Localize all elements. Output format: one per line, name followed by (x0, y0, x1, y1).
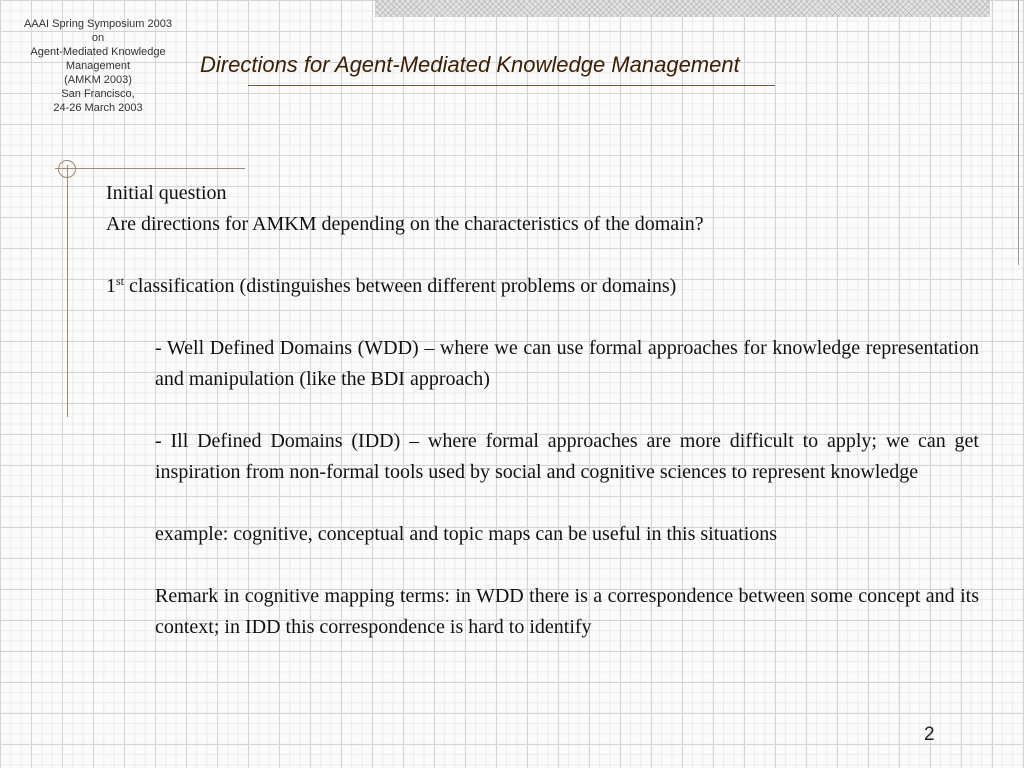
wdd-item: - Well Defined Domains (WDD) – where we can use formal approaches for knowledge representation and manipulation (like the BDI approach) (155, 337, 979, 390)
classification-text: classification (distinguishes between different problems or domains) (124, 275, 677, 297)
classification-line (106, 271, 979, 302)
symposium-line-6: San Francisco, (61, 88, 135, 100)
decorative-circle (58, 160, 76, 178)
initial-question-heading: Initial question (106, 182, 227, 204)
classification-number: 1 (106, 275, 116, 297)
symposium-line-4: Management (65, 60, 131, 72)
slide-body (106, 178, 979, 643)
example-item: example: cognitive, conceptual and topic maps can be useful in this situations (155, 523, 778, 545)
left-decorative-rule (55, 168, 245, 169)
page-number: 2 (924, 724, 935, 745)
symposium-line-3: Agent-Mediated Knowledge (30, 46, 166, 58)
symposium-line-2: on (91, 32, 105, 44)
slide-title: Directions for Agent-Mediated Knowledge Management (200, 52, 740, 77)
classification-suffix: st (116, 274, 125, 288)
title-underline (248, 85, 775, 86)
symposium-info (14, 17, 182, 115)
remark-item: Remark in cognitive mapping terms: in WDD there is a correspondence between some concept and its context; in IDD this correspondence is hard to identify (155, 585, 979, 638)
idd-item: - Ill Defined Domains (IDD) – where formal approaches are more difficult to apply; we can get inspiration from non-formal tools used by social and cognitive sciences to represent knowledge (155, 430, 979, 483)
symposium-line-1: AAAI Spring Symposium 2003 (24, 18, 172, 30)
symposium-line-5: (AMKM 2003) (64, 74, 132, 86)
symposium-line-7: 24-26 March 2003 (53, 102, 143, 114)
initial-question: Are directions for AMKM depending on the characteristics of the domain? (106, 213, 704, 235)
right-decorative-line (1018, 0, 1019, 265)
left-decorative-line (67, 165, 68, 417)
top-decorative-band (375, 0, 990, 17)
